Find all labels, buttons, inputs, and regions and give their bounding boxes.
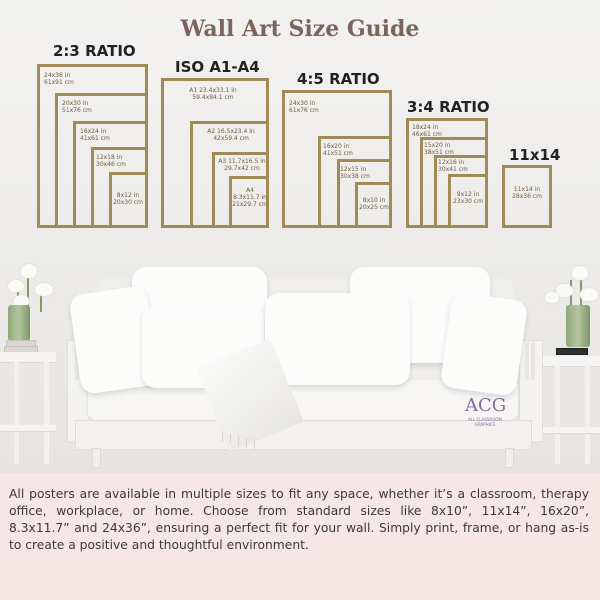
table-shelf xyxy=(0,425,56,432)
frame-label: 12x15 in 30x38 cm xyxy=(340,166,370,180)
blanket-fringe xyxy=(254,439,255,449)
description-panel xyxy=(0,473,600,600)
group-label-4-5-ratio: 4:5 RATIO xyxy=(297,70,380,88)
blanket-fringe xyxy=(238,436,239,446)
page-title: Wall Art Size Guide xyxy=(180,16,420,42)
frame-label: A3 11.7x16.5 in 29.7x42 cm xyxy=(218,158,266,172)
blanket-fringe xyxy=(230,434,231,444)
flower xyxy=(545,292,559,303)
frame-label: 8x12 in 20x30 cm xyxy=(113,192,143,206)
sofa-base xyxy=(75,420,532,450)
frame-label: 15x20 in 38x51 cm xyxy=(424,142,454,156)
pillow xyxy=(265,293,410,385)
sofa-slat xyxy=(525,342,529,380)
sofa-slat xyxy=(531,342,535,380)
frame-label: 24x30 in 61x76 cm xyxy=(289,100,319,114)
table-leg xyxy=(14,362,19,464)
group-label-iso-a1-a4: ISO A1-A4 xyxy=(175,58,260,76)
frame-label: 24x36 in 61x91 cm xyxy=(44,72,74,86)
frame-label: 12x16 in 30x41 cm xyxy=(438,159,468,173)
sofa-leg xyxy=(92,448,101,468)
book xyxy=(556,348,588,355)
frame-label: 16x20 in 41x51 cm xyxy=(323,143,353,157)
frame-label: 11x14 in 28x36 cm xyxy=(512,186,542,200)
frame-label: 20x30 in 51x76 cm xyxy=(62,100,92,114)
flower xyxy=(580,288,598,301)
side-table-right xyxy=(540,356,600,367)
blanket-fringe xyxy=(246,438,247,448)
frame-label: 12x18 in 30x46 cm xyxy=(96,154,126,168)
vase xyxy=(8,305,30,341)
sofa-leg xyxy=(505,448,514,468)
blanket-fringe xyxy=(222,432,223,442)
frame-label: A4 8.3x11.7 in 21x29.7 cm xyxy=(232,187,268,208)
table-leg xyxy=(585,366,590,464)
description-text: All posters are available in multiple sizes to fit any space, whether it’s a classroom, therapy office, workplace, or home. Choose from standard sizes like 8x10”, 11x14”, 16x20”, 8.3x11.7” and 24x36”, ensuring a perfect fit for your wall. Simply print, frame, or hang as-is to create a positive and thoughtful environment. xyxy=(9,487,589,552)
frame-label: 16x24 in 41x61 cm xyxy=(80,128,110,142)
frame-label: 9x12 in 23x30 cm xyxy=(453,191,483,205)
table-leg xyxy=(555,366,560,464)
vase xyxy=(566,305,590,347)
group-label-11x14: 11x14 xyxy=(509,146,561,164)
frame-label: 18x24 in 46x61 cm xyxy=(412,124,442,138)
flower xyxy=(35,283,53,296)
frame-label: A2 16.5x23.4 in 42x59.4 cm xyxy=(207,128,255,142)
group-label-2-3-ratio: 2:3 RATIO xyxy=(53,42,136,60)
flower xyxy=(21,264,37,278)
table-leg xyxy=(44,362,49,464)
pillow xyxy=(440,291,529,397)
flower xyxy=(8,280,24,292)
brand-logo: ACG ALL CLASSROOM GRAPHICS xyxy=(465,395,507,427)
group-label-3-4-ratio: 3:4 RATIO xyxy=(407,98,490,116)
frame-label: 8x10 in 20x25 cm xyxy=(359,197,389,211)
frame-label: A1 23.4x33.1 in 59.4x84.1 cm xyxy=(189,87,237,101)
flower xyxy=(572,266,588,280)
table-shelf xyxy=(540,427,600,434)
